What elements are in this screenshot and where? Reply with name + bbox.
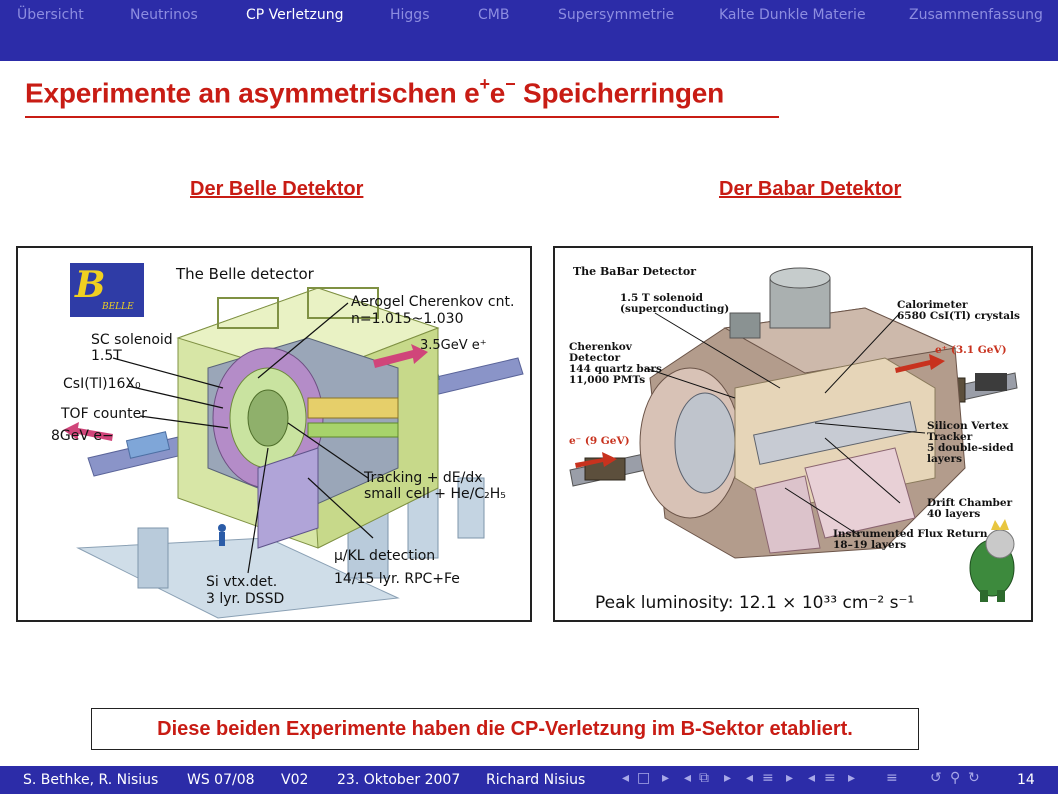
belle-si-vtx-detail: 3 lyr. DSSD	[206, 591, 285, 607]
top-navigation-bar	[0, 0, 1058, 61]
belle-tracking-label: Tracking + dE/dx	[364, 470, 483, 486]
babar-drift-chamber-label: Drift Chamber	[927, 497, 1013, 509]
nav-subsection-icon[interactable]: ≡	[762, 770, 774, 786]
nav-item-neutrinos[interactable]: Neutrinos	[130, 7, 198, 23]
footer-version: V02	[281, 772, 309, 788]
babar-drift-chamber-layers: 40 layers	[927, 508, 981, 520]
nav-item-cp-verletzung[interactable]: CP Verletzung	[246, 7, 344, 23]
nav-slide-next-icon[interactable]: ▸	[662, 770, 670, 786]
babar-cherenkov-bars: 144 quartz bars	[569, 363, 662, 375]
babar-solenoid-label: 1.5 T solenoid	[620, 292, 703, 304]
nav-slide-icon[interactable]: □	[637, 770, 651, 786]
babar-cherenkov-label-2: Detector	[569, 352, 621, 364]
belle-solenoid-field: 1.5T	[91, 348, 122, 364]
babar-peak-luminosity: Peak luminosity: 12.1 × 10³³ cm⁻² s⁻¹	[595, 593, 915, 613]
footer-speaker: Richard Nisius	[486, 772, 586, 788]
nav-subsection-next-icon[interactable]: ▸	[786, 770, 794, 786]
nav-document-icon[interactable]: ≡	[886, 770, 898, 786]
footer-bar	[0, 766, 1058, 794]
nav-section-prev-icon[interactable]: ◂	[808, 770, 816, 786]
nav-slide-prev-icon[interactable]: ◂	[622, 770, 630, 786]
nav-subsection-prev-icon[interactable]: ◂	[746, 770, 754, 786]
babar-cherenkov-pmts: 11,000 PMTs	[569, 374, 646, 386]
babar-title: The BaBar Detector	[573, 265, 697, 278]
nav-frame-prev-icon[interactable]: ◂	[684, 770, 692, 786]
babar-svt-label: Silicon Vertex	[927, 420, 1009, 432]
babar-cherenkov-label: Cherenkov	[569, 341, 632, 353]
belle-logo-letter: B	[75, 264, 106, 306]
slide-title: Experimente an asymmetrischen e+e− Speicherringen	[25, 74, 725, 109]
belle-title: The Belle detector	[176, 265, 314, 283]
nav-frame-icon[interactable]: ⧉	[699, 770, 709, 786]
nav-forward-icon[interactable]: ↻	[968, 770, 980, 786]
footer-page-number: 14	[1017, 772, 1035, 788]
nav-section-next-icon[interactable]: ▸	[848, 770, 856, 786]
footer-date: 23. Oktober 2007	[337, 772, 461, 788]
nav-item-uebersicht[interactable]: Übersicht	[17, 7, 84, 23]
babar-electron-beam: e⁻ (9 GeV)	[569, 435, 630, 447]
belle-electron-beam: 8GeV e−	[51, 428, 114, 444]
nav-item-supersymmetrie[interactable]: Supersymmetrie	[558, 7, 675, 23]
babar-heading: Der Babar Detektor	[719, 178, 902, 200]
footer-semester: WS 07/08	[187, 772, 255, 788]
belle-aerogel-label: Aerogel Cherenkov cnt.	[351, 294, 515, 310]
belle-tof-label: TOF counter	[61, 406, 147, 422]
belle-detector-image	[16, 246, 532, 622]
nav-item-zusammenfassung[interactable]: Zusammenfassung	[909, 7, 1043, 23]
belle-heading: Der Belle Detektor	[190, 178, 364, 200]
belle-csi-label: CsI(Tl)16X₀	[63, 376, 141, 392]
nav-item-kalte-dunkle-materie[interactable]: Kalte Dunkle Materie	[719, 7, 866, 23]
babar-calorimeter-detail: 6580 CsI(Tl) crystals	[897, 310, 1020, 322]
babar-positron-beam: e⁺ (3.1 GeV)	[935, 344, 1007, 356]
babar-solenoid-detail: (superconducting)	[620, 303, 730, 315]
nav-back-icon[interactable]: ↺	[930, 770, 942, 786]
title-underline	[25, 116, 779, 118]
footer-authors: S. Bethke, R. Nisius	[23, 772, 159, 788]
babar-svt-label-2: Tracker	[927, 431, 973, 443]
conclusion-statement: Diese beiden Experimente haben die CP-Verletzung im B-Sektor etabliert.	[91, 708, 919, 750]
belle-logo-text: BELLE	[102, 302, 134, 312]
babar-svt-layers: 5 double-sided	[927, 442, 1014, 454]
belle-tracking-detail: small cell + He/C₂H₅	[364, 486, 506, 502]
babar-ifr-layers: 18–19 layers	[833, 539, 907, 551]
babar-ifr-label: Instrumented Flux Return	[833, 528, 988, 540]
belle-si-vtx-label: Si vtx.det.	[206, 574, 278, 590]
belle-muon-detail: 14/15 lyr. RPC+Fe	[334, 571, 460, 587]
nav-item-cmb[interactable]: CMB	[478, 7, 510, 23]
nav-search-icon[interactable]: ⚲	[950, 770, 961, 786]
belle-positron-beam: 3.5GeV e⁺	[420, 338, 487, 353]
babar-calorimeter-label: Calorimeter	[897, 299, 968, 311]
nav-section-icon[interactable]: ≡	[824, 770, 836, 786]
babar-svt-layers-2: layers	[927, 453, 963, 465]
belle-muon-label: μ/KL detection	[334, 548, 436, 564]
babar-detector-image	[553, 246, 1033, 622]
nav-item-higgs[interactable]: Higgs	[390, 7, 430, 23]
belle-aerogel-index: n=1.015~1.030	[351, 311, 464, 327]
nav-frame-next-icon[interactable]: ▸	[724, 770, 732, 786]
belle-solenoid-label: SC solenoid	[91, 332, 173, 348]
